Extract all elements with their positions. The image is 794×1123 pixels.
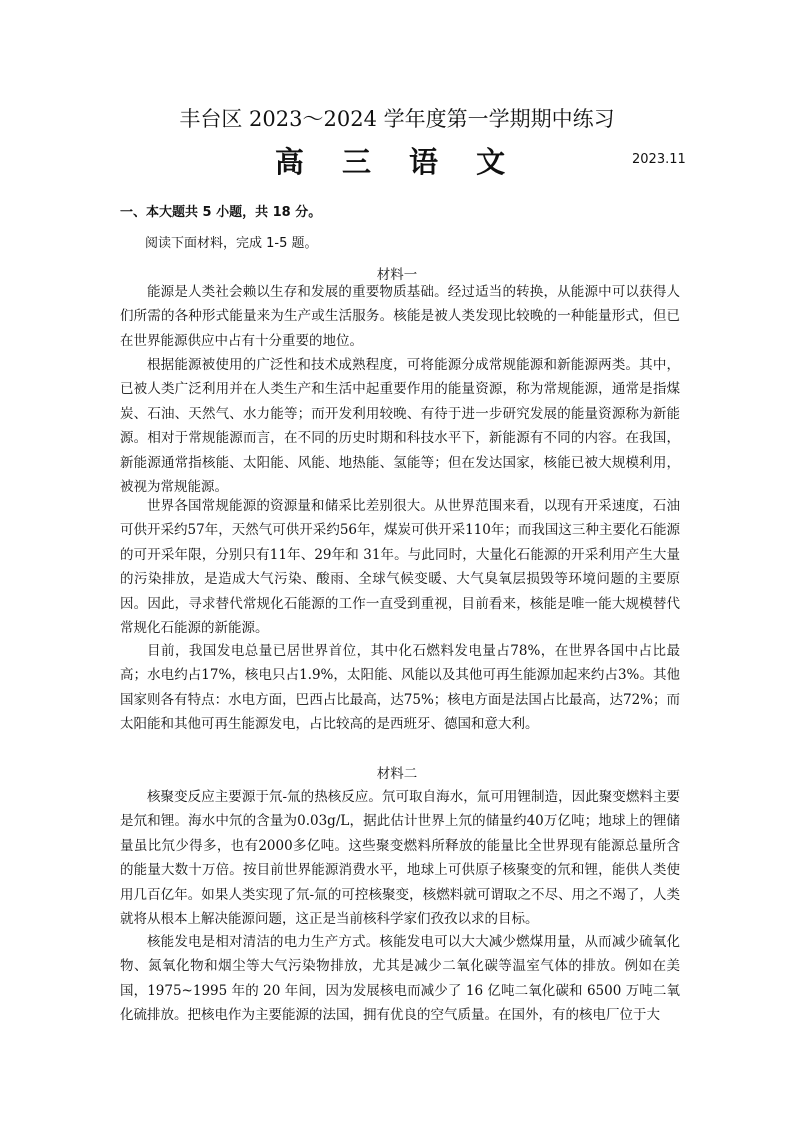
material-two-paragraph-1: 核聚变反应主要源于氘-氚的热核反应。氘可取自海水，氚可用锂制造，因此聚变燃料主要是氘和锂。海水中氘的含量为0.03g/L，据此估计世界上氘的储量约40万亿吨；地球上的锂储量虽比氘少得多，也有2000多亿吨。这些聚变燃料所释放的能量比全世界现有能源总量所含的能量大数十万倍。按目前世界能源消费水平，地球上可供原子核聚变的氘和锂，能供人类使用几百亿年。如果人类实现了氘-氚的可控核聚变，核燃料就可谓取之不尽、用之不竭了，人类就将从根本上解决能源问题，这正是当前核科学家们孜孜以求的目标。 (120, 789, 680, 928)
material-two-paragraph-2: 核能发电是相对清洁的电力生产方式。核能发电可以大大减少燃煤用量，从而减少硫氧化物、氮氧化物和烟尘等大气污染物排放，尤其是减少二氧化碳等温室气体的排放。例如在美国，1975~1995 年的 20 年间，因为发展核电而减少了 16 亿吨二氧化碳和 6500 万吨二氧化硫排放。把核电作为主要能源的法国，拥有优良的空气质量。在国外，有的核电厂位于大 (120, 934, 680, 1024)
exam-date: 2023.11 (632, 152, 686, 167)
section-heading: 一、本大题共 5 小题，共 18 分。 (120, 205, 322, 220)
material-one-paragraph-2: 根据能源被使用的广泛性和技术成熟程度，可将能源分成常规能源和新能源两类。其中，已被人类广泛利用并在人类生产和生活中起重要作用的能量资源，称为常规能源，通常是指煤炭、石油、天然气、水力能等；而开发利用较晚、有待于进一步研究发展的能量资源称为新能源。相对于常规能源而言，在不同的历史时期和科技水平下，新能源有不同的内容。在我国，新能源通常指核能、太阳能、风能、地热能、氢能等；但在发达国家，核能已被大规模利用，被视为常规能源。 (120, 357, 680, 496)
exam-title: 丰台区 2023～2024 学年度第一学期期中练习 (179, 107, 615, 131)
material-one-title: 材料一 (376, 267, 418, 283)
material-one-paragraph-4: 目前，我国发电总量已居世界首位，其中化石燃料发电量占78%，在世界各国中占比最高；水电约占17%，核电只占1.9%，太阳能、风能以及其他可再生能源加起来约占3%。其他国家则各有特点：水电方面，巴西占比最高，达75%；核电方面是法国占比最高，达72%；而太阳能和其他可再生能源发电，占比较高的是西班牙、德国和意大利。 (120, 643, 680, 733)
subject-title: 高 三 语 文 (274, 145, 520, 179)
material-one-paragraph-1: 能源是人类社会赖以生存和发展的重要物质基础。经过适当的转换，从能源中可以获得人们所需的各种形式能量来为生产或生活服务。核能是被人类发现比较晚的一种能量形式，但已在世界能源供应中占有十分重要的地位。 (120, 284, 680, 349)
material-one-paragraph-3: 世界各国常规能源的资源量和储采比差别很大。从世界范围来看，以现有开采速度，石油可供开采约57年，天然气可供开采约56年，煤炭可供开采110年；而我国这三种主要化石能源的可开采年限，分别只有11年、29年和 31年。与此同时，大量化石能源的开采利用产生大量的污染排放，是造成大气污染、酸雨、全球气候变暖、大气臭氧层损毁等环境问题的主要原因。因此，寻求替代常规化石能源的工作一直受到重视，目前看来，核能是唯一能大规模替代常规化石能源的新能源。 (120, 498, 680, 637)
material-two-title: 材料二 (376, 766, 418, 782)
reading-instruction: 阅读下面材料，完成 1-5 题。 (145, 236, 318, 251)
